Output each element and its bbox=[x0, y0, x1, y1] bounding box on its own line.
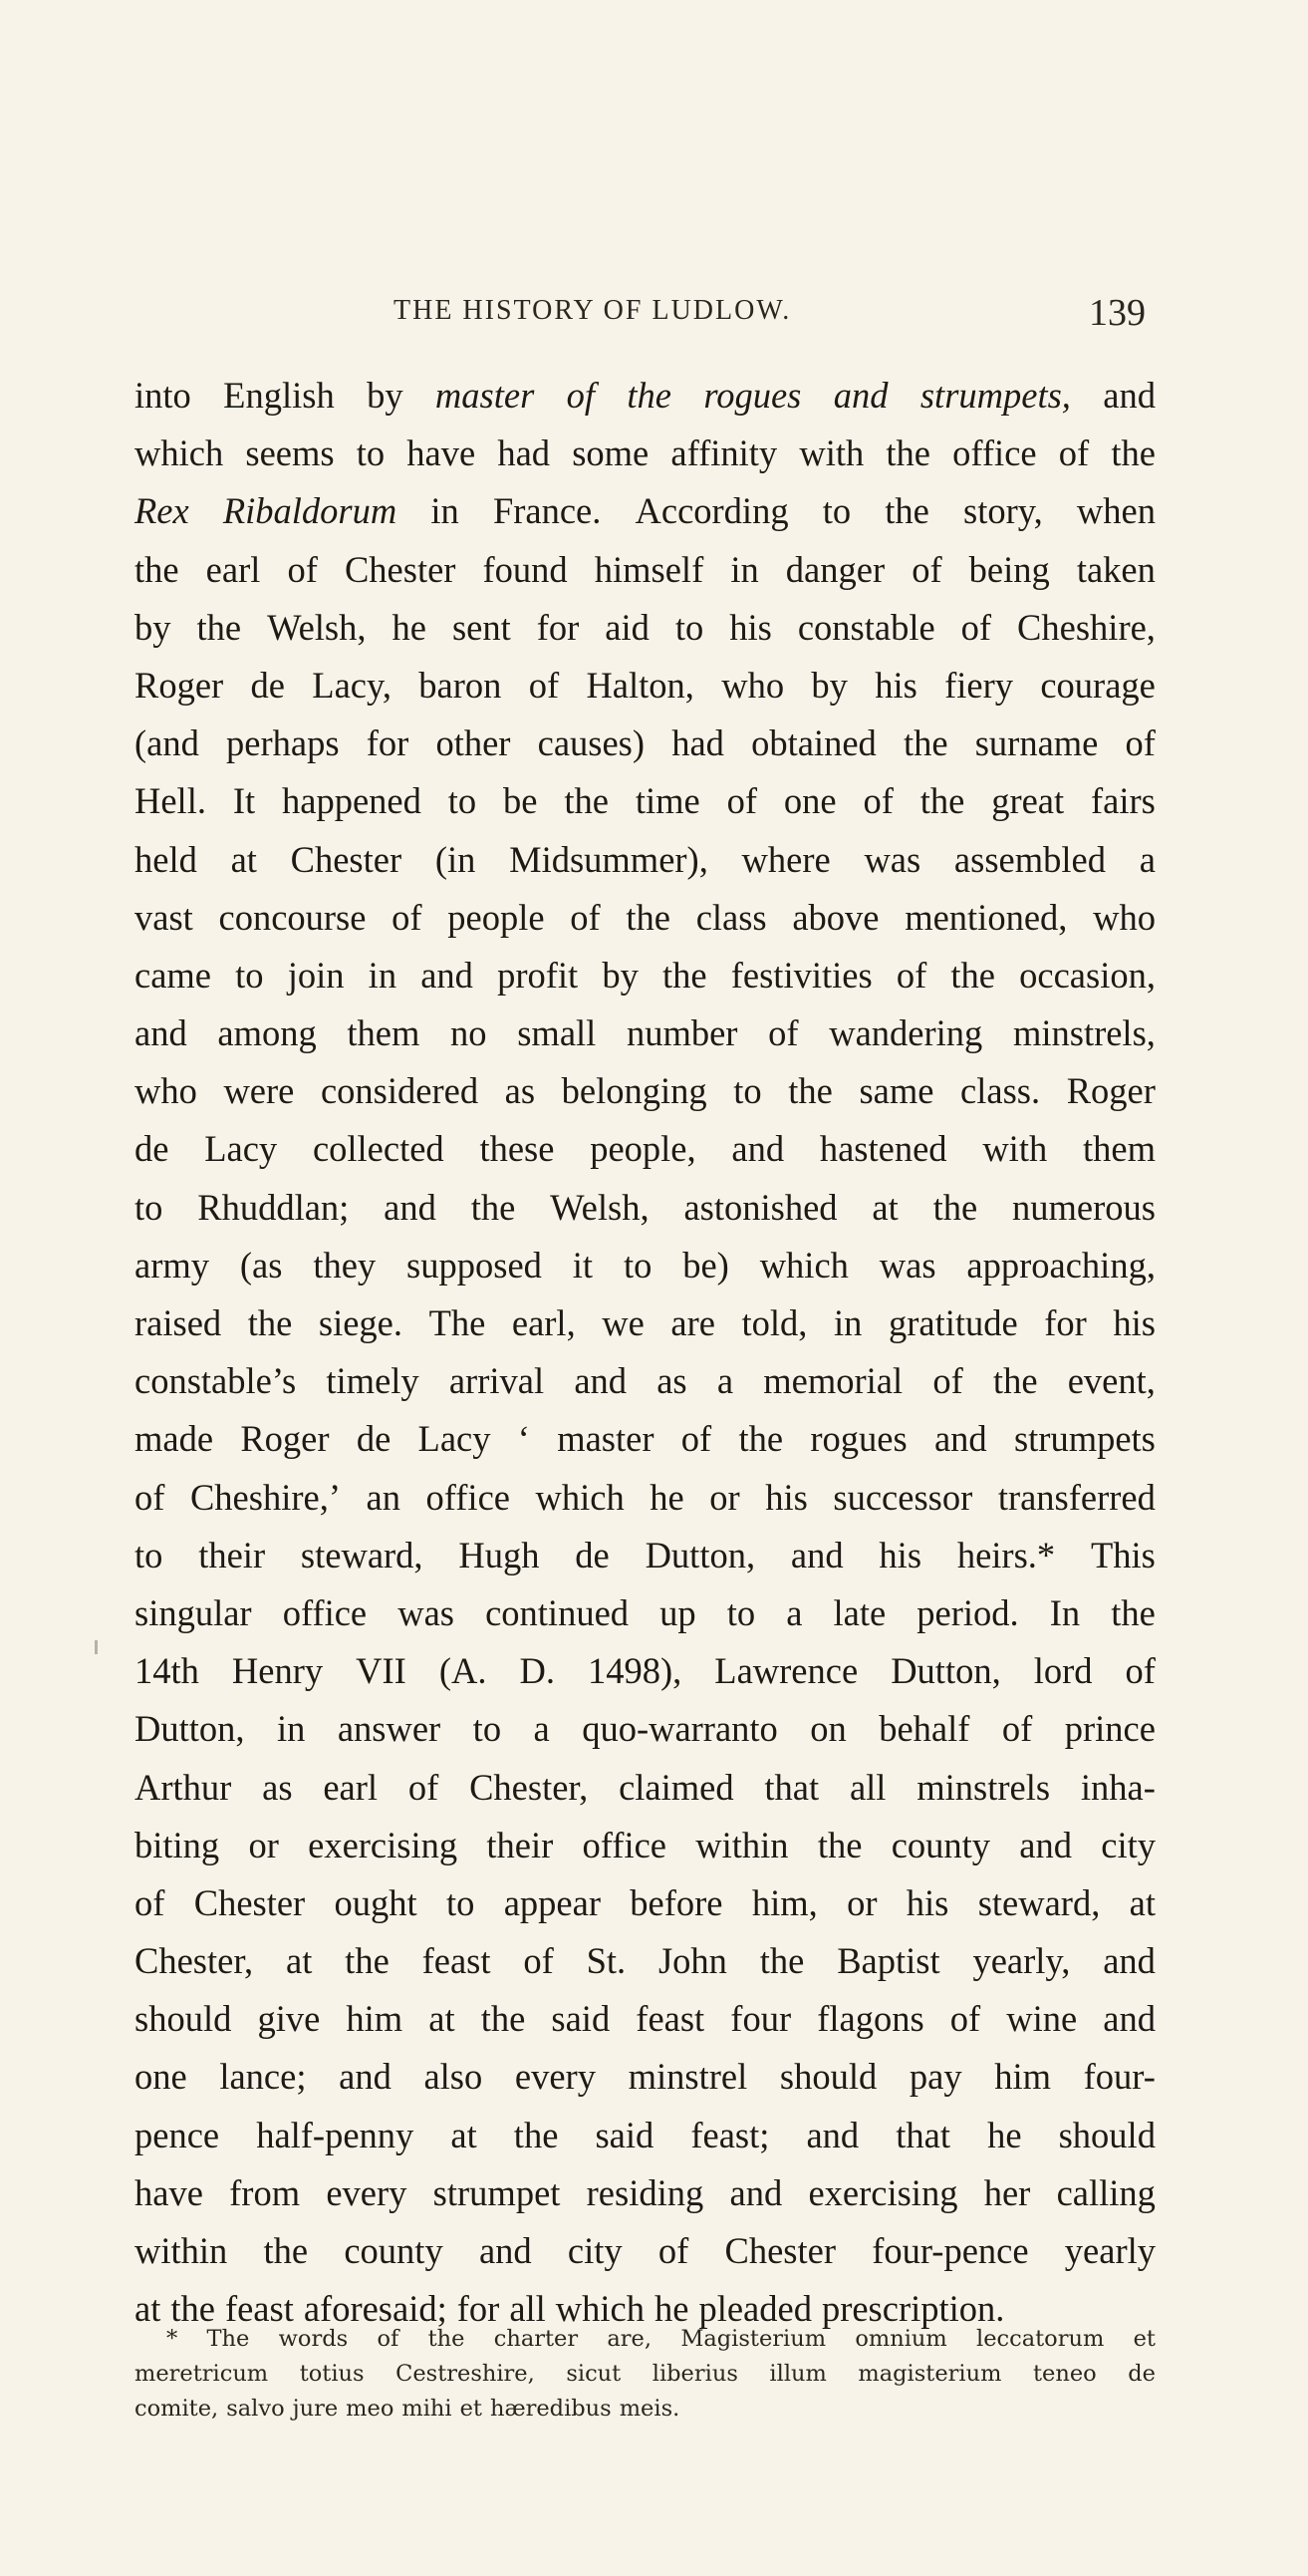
footnote-line: meretricum totius Cestreshire, sicut liberius illum magisterium teneo de bbox=[134, 2361, 1156, 2387]
footnote bbox=[134, 2322, 1156, 2427]
body-text-line: Chester, at the feast of St. John the Baptist yearly, and bbox=[134, 1940, 1156, 1982]
page-number: 139 bbox=[1089, 292, 1146, 334]
body-text-line: raised the siege. The earl, we are told, in gratitude for his bbox=[134, 1302, 1156, 1343]
body-text-line: and among them no small number of wandering minstrels, bbox=[134, 1012, 1156, 1054]
body-text-line: pence half-penny at the said feast; and that he should bbox=[134, 2114, 1156, 2155]
body-text-line: should give him at the said feast four flagons of wine and bbox=[134, 1998, 1156, 2040]
body-text-line: made Roger de Lacy ‘ master of the rogues and strumpets bbox=[134, 1418, 1156, 1460]
body-text-line: into English by master of the rogues and strumpets, and bbox=[134, 375, 1156, 416]
body-text-line: to their steward, Hugh de Dutton, and his heirs.* This bbox=[134, 1534, 1156, 1575]
body-text-line: de Lacy collected these people, and hastened with them bbox=[134, 1128, 1156, 1170]
body-text-line: 14th Henry VII (A. D. 1498), Lawrence Dutton, lord of bbox=[134, 1650, 1156, 1692]
body-text-line: of Chester ought to appear before him, or his steward, at bbox=[134, 1881, 1156, 1923]
body-text-line: which seems to have had some affinity with the office of the bbox=[134, 432, 1156, 474]
body-text-line: who were considered as belonging to the same class. Roger bbox=[134, 1070, 1156, 1112]
body-text-line: constable’s timely arrival and as a memorial of the event, bbox=[134, 1360, 1156, 1402]
footnote-line: * The words of the charter are, Magisterium omnium leccatorum et bbox=[166, 2326, 1156, 2352]
body-text-line: by the Welsh, he sent for aid to his constable of Cheshire, bbox=[134, 606, 1156, 648]
body-text-line: within the county and city of Chester four-pence yearly bbox=[134, 2230, 1156, 2271]
body-text-line: Roger de Lacy, baron of Halton, who by his fiery courage bbox=[134, 664, 1156, 706]
body-text-line: have from every strumpet residing and exercising her calling bbox=[134, 2171, 1156, 2213]
body-text-line: came to join in and profit by the festivities of the occasion, bbox=[134, 954, 1156, 996]
body-text-line: at the feast aforesaid; for all which he pleaded prescription. bbox=[134, 2288, 1005, 2330]
page-header bbox=[374, 291, 1171, 341]
body-text-line: Arthur as earl of Chester, claimed that all minstrels inha- bbox=[134, 1766, 1156, 1808]
body-text-line: vast concourse of people of the class above mentioned, who bbox=[134, 896, 1156, 938]
body-text-line: to Rhuddlan; and the Welsh, astonished at the numerous bbox=[134, 1186, 1156, 1228]
body-text-line: singular office was continued up to a late period. In the bbox=[134, 1591, 1156, 1633]
body-text bbox=[134, 367, 1156, 2338]
footnote-line: comite, salvo jure meo mihi et hæredibus meis. bbox=[134, 2396, 680, 2422]
body-text-line: one lance; and also every minstrel should pay him four- bbox=[134, 2056, 1156, 2098]
body-text-line: Rex Ribaldorum in France. According to the story, when bbox=[134, 490, 1156, 532]
body-text-line: (and perhaps for other causes) had obtained the surname of bbox=[134, 722, 1156, 764]
body-text-line: of Cheshire,’ an office which he or his successor transferred bbox=[134, 1476, 1156, 1518]
body-text-line: biting or exercising their office within the county and city bbox=[134, 1824, 1156, 1865]
body-text-line: the earl of Chester found himself in danger of being taken bbox=[134, 548, 1156, 590]
body-text-line: held at Chester (in Midsummer), where was assembled a bbox=[134, 838, 1156, 880]
margin-mark bbox=[95, 1640, 98, 1654]
body-text-line: Hell. It happened to be the time of one of the great fairs bbox=[134, 780, 1156, 822]
running-head: THE HISTORY OF LUDLOW. bbox=[393, 295, 792, 326]
body-text-line: army (as they supposed it to be) which was approaching, bbox=[134, 1244, 1156, 1286]
body-text-line: Dutton, in answer to a quo-warranto on behalf of prince bbox=[134, 1708, 1156, 1750]
